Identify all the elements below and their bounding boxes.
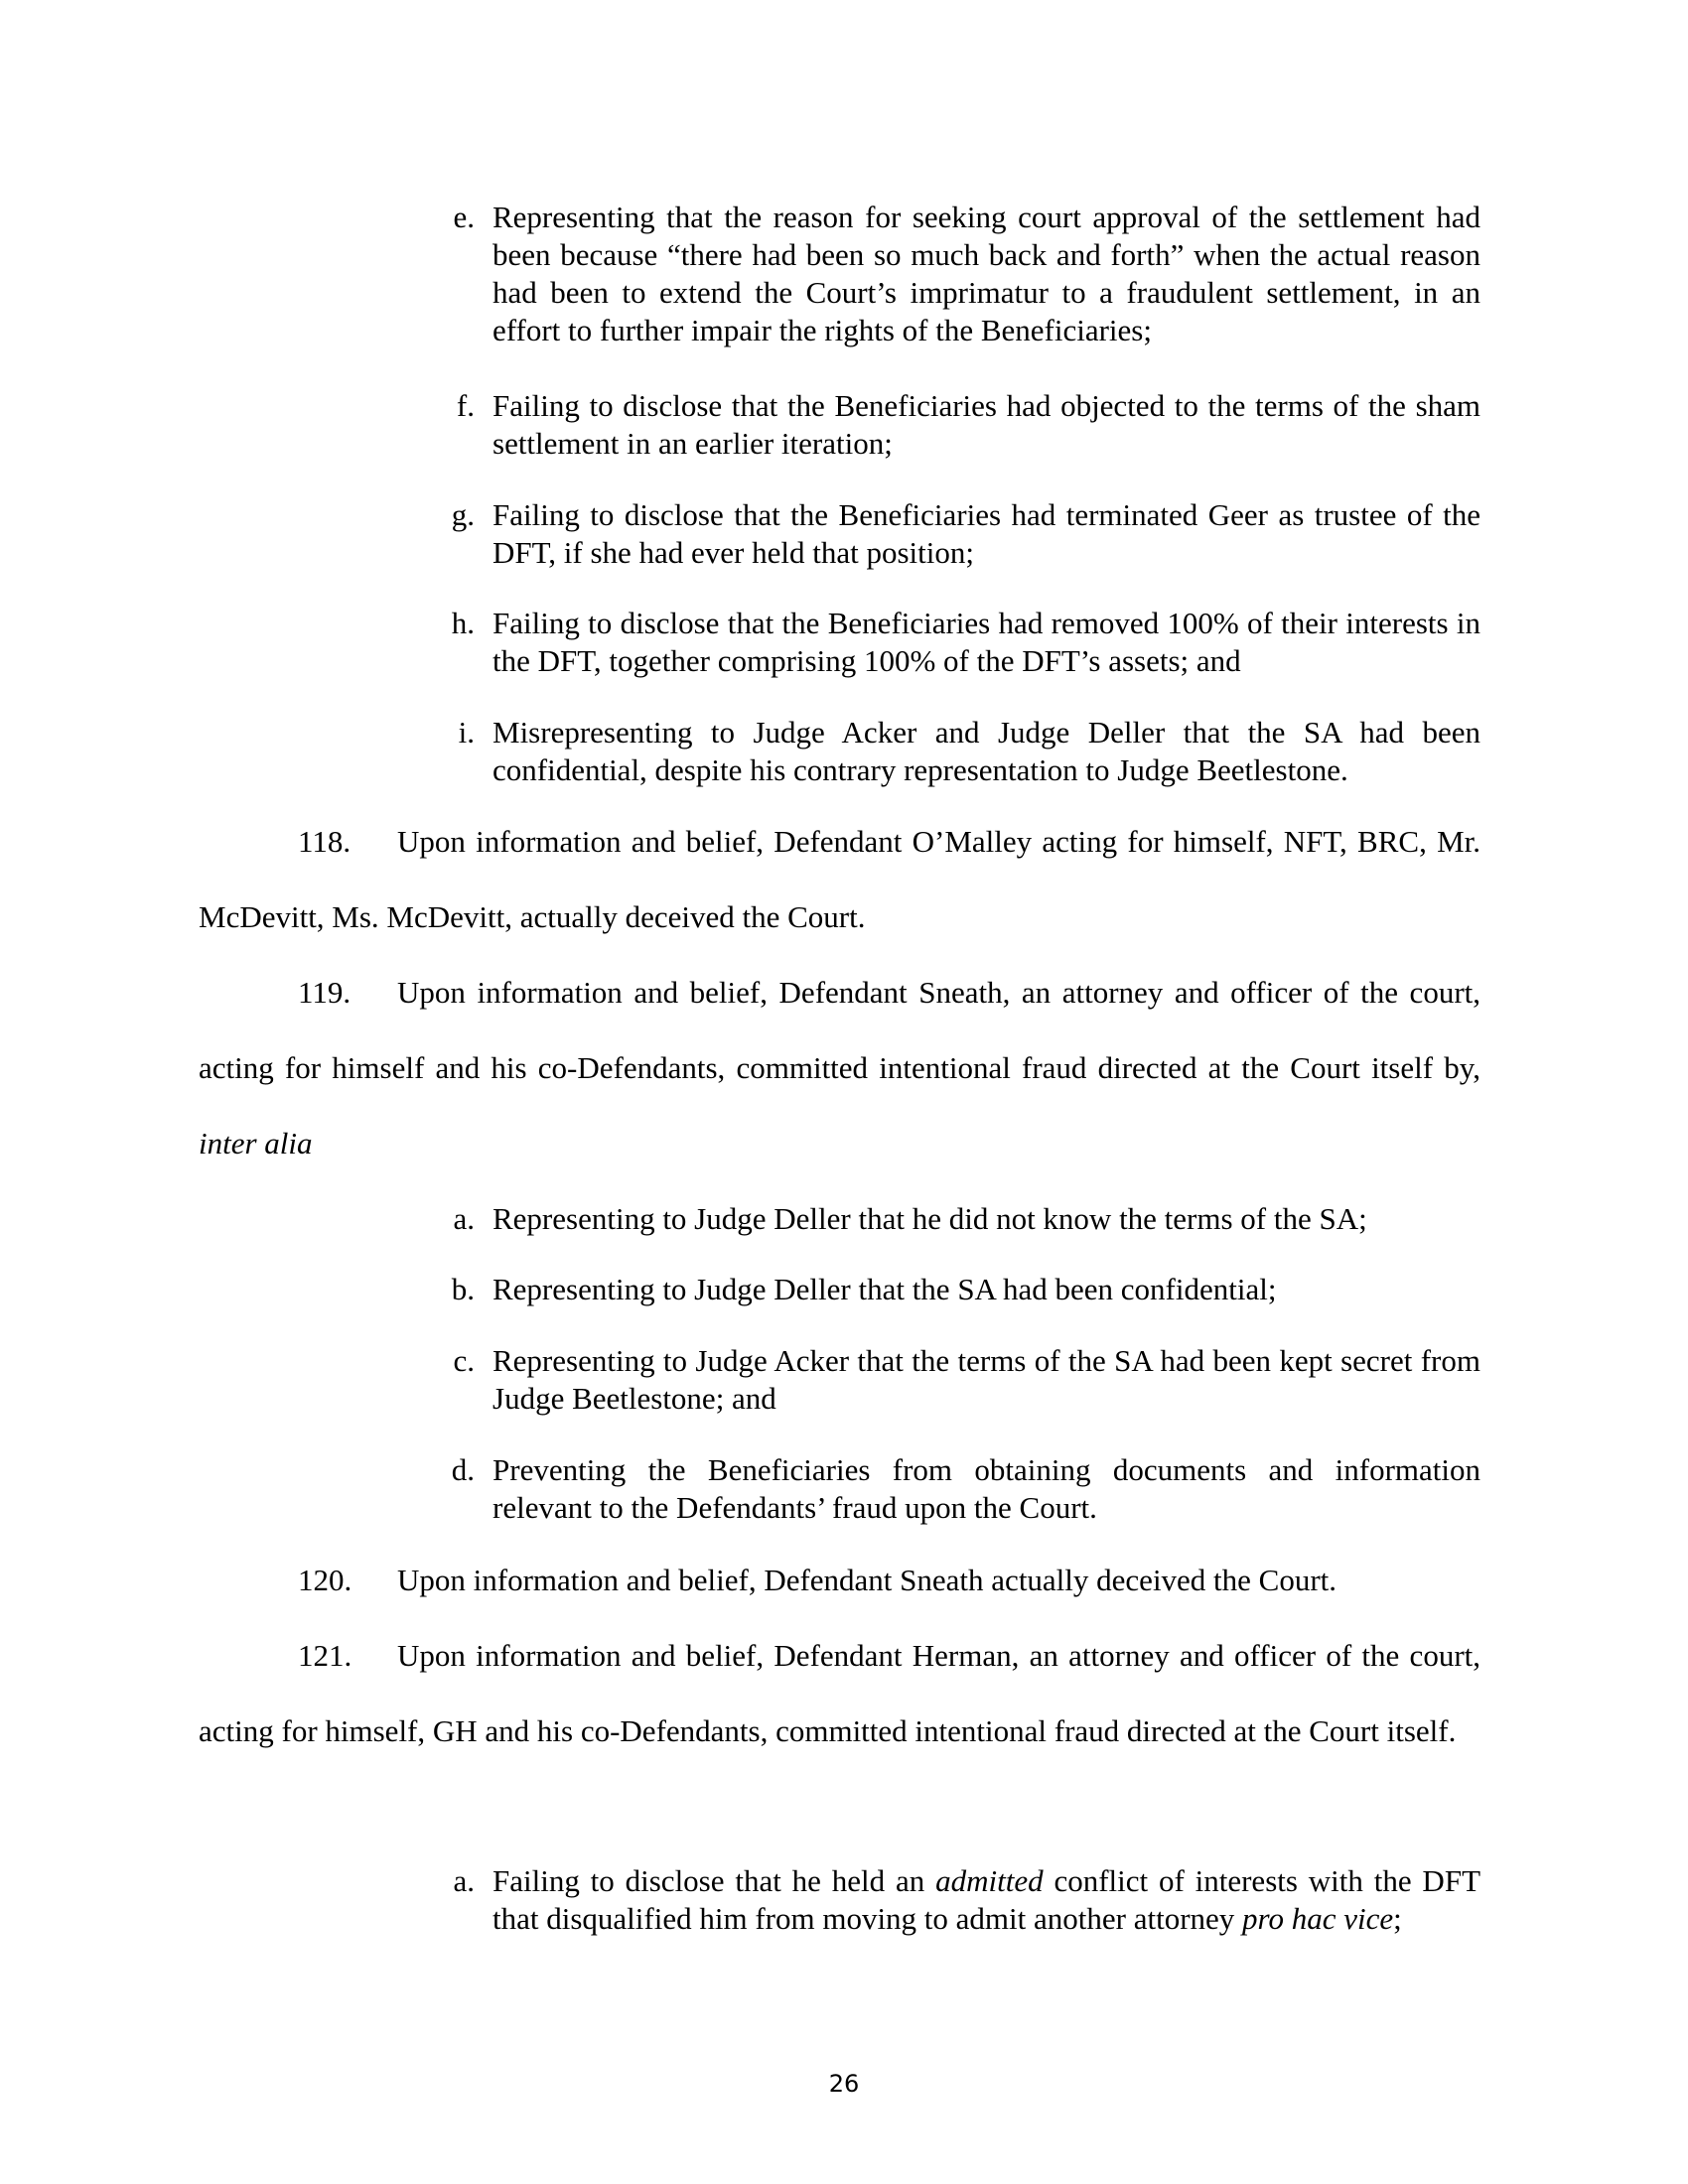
list-item-text: Failing to disclose that the Beneficiaries had objected to the terms of the sham settlement in an earlier iteration;: [492, 388, 1480, 461]
paragraph-number: 121.: [298, 1638, 352, 1673]
list-item-e: [437, 199, 1480, 349]
paragraph-text: Upon information and belief, Defendant O’Malley acting for himself, NFT, BRC, Mr. McDevitt, Ms. McDevitt, actually deceived the Court.: [199, 824, 1480, 934]
list-item-text: Failing to disclose that the Beneficiaries had terminated Geer as trustee of the DFT, if she had ever held that position;: [492, 497, 1480, 570]
paragraph-118: [199, 804, 1480, 955]
list-item-text: Representing that the reason for seeking court approval of the settlement had been because “there had been so much back and forth” when the actual reason had been to extend the Court’s imprimatur to a fraudulent settlement, in an effort to further impair the rights of the Beneficiaries;: [492, 200, 1480, 347]
list-item-label: g.: [451, 497, 475, 532]
list-item-i: [437, 714, 1480, 789]
list-item-f: [437, 387, 1480, 463]
list-item-h: [437, 605, 1480, 680]
list-item-a: [437, 1200, 1480, 1238]
list-item-text: Representing to Judge Deller that he did not know the terms of the SA;: [492, 1201, 1367, 1236]
paragraph-119: [199, 955, 1480, 1181]
list-item-text: Representing to Judge Deller that the SA had been confidential;: [492, 1272, 1277, 1306]
list-item-b: [437, 1271, 1480, 1308]
list-item-label: b.: [451, 1272, 475, 1306]
paragraph-text: Upon information and belief, Defendant Sneath, an attorney and officer of the court, acting for himself and his co-Defendants, committed intentional fraud directed at the Court itself by,: [199, 975, 1480, 1085]
list-item-text: Failing to disclose that he held an admitted conflict of interests with the DFT that disqualified him from moving to admit another attorney pro hac vice;: [492, 1863, 1480, 1936]
list-item-text: Failing to disclose that the Beneficiaries had removed 100% of their interests in the DFT, together comprising 100% of the DFT’s assets; and: [492, 606, 1480, 678]
list-item-label: a.: [453, 1863, 475, 1898]
paragraph-120: [199, 1543, 1480, 1618]
list-item-label: i.: [458, 715, 475, 750]
paragraph-121: [199, 1618, 1480, 1769]
paragraph-number: 118.: [298, 824, 352, 859]
paragraph-text: Upon information and belief, Defendant Sneath actually deceived the Court.: [397, 1563, 1337, 1597]
page-number: 26: [828, 2070, 860, 2098]
paragraph-text: Upon information and belief, Defendant Herman, an attorney and officer of the court, acting for himself, GH and his co-Defendants, committed intentional fraud directed at the Court itself.: [199, 1638, 1480, 1748]
paragraph-number: 120.: [298, 1563, 352, 1597]
list-item-label: d.: [451, 1452, 475, 1487]
list-item-label: h.: [451, 606, 475, 640]
list-item-d: [437, 1451, 1480, 1527]
list-item-label: f.: [456, 388, 475, 423]
paragraph-italic-text: inter alia: [199, 1126, 313, 1160]
list-item-g: [437, 496, 1480, 572]
list-item-a-final: [437, 1862, 1480, 1938]
paragraph-number: 119.: [298, 975, 352, 1010]
list-item-label: a.: [453, 1201, 475, 1236]
list-item-label: c.: [453, 1343, 475, 1378]
list-item-text: Representing to Judge Acker that the terms of the SA had been kept secret from Judge Beetlestone; and: [492, 1343, 1480, 1416]
list-item-c: [437, 1342, 1480, 1418]
list-item-text: Misrepresenting to Judge Acker and Judge Deller that the SA had been confidential, despite his contrary representation to Judge Beetlestone.: [492, 715, 1480, 787]
list-item-label: e.: [453, 200, 475, 234]
list-item-text: Preventing the Beneficiaries from obtaining documents and information relevant to the Defendants’ fraud upon the Court.: [492, 1452, 1480, 1525]
